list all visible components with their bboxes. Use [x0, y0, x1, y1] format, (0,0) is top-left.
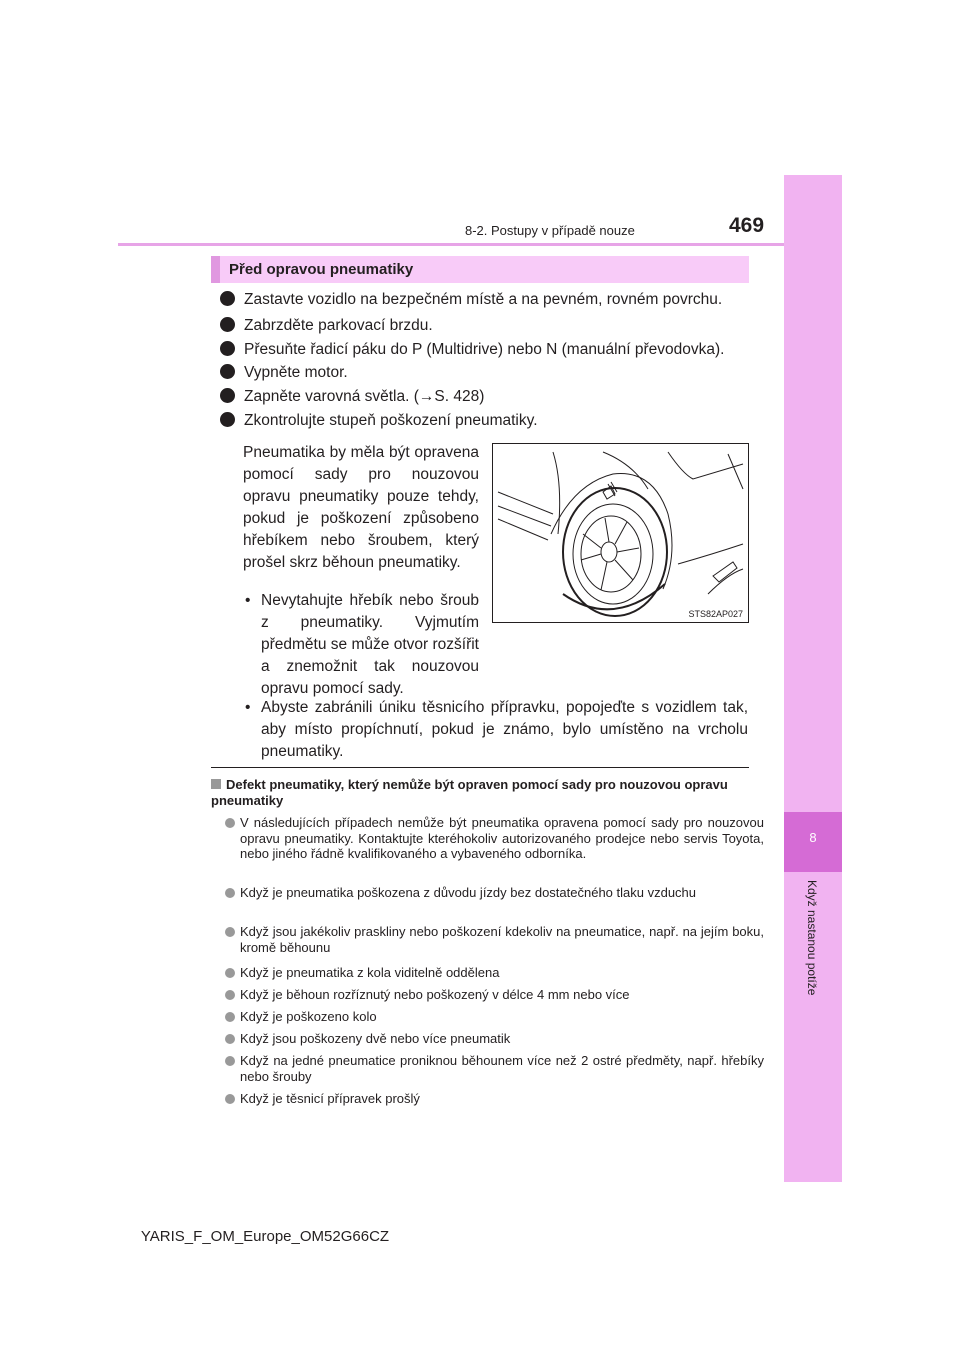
bullet-icon [220, 341, 235, 356]
sub-bullet: • Nevytahujte hřebík nebo šroub z pneumatiky. Vyjmutím předmětu se může otvor rozšířit a znemožnit tak nouzovou opravu pomocí sady. [245, 592, 479, 697]
note-item: Když je běhoun rozříznutý nebo poškozený v délce 4 mm nebo více [225, 987, 764, 1003]
bullet-icon [225, 968, 235, 978]
chapter-number: 8 [809, 830, 817, 845]
bullet-icon [225, 818, 235, 828]
square-bullet-icon [211, 779, 221, 789]
chapter-side-tab [784, 175, 842, 1182]
section-separator [211, 767, 749, 768]
bullet-icon [220, 317, 235, 332]
step-item: Zapněte varovná světla. (→S. 428) [220, 386, 760, 408]
note-heading: Defekt pneumatiky, který nemůže být opraven pomocí sady pro nouzovou opravu pneumatiky [211, 777, 728, 808]
bullet-icon [220, 412, 235, 427]
note-item: Když je pneumatika z kola viditelně oddělena [225, 965, 764, 981]
breadcrumb: 8-2. Postupy v případě nouze [465, 223, 635, 238]
step-item: Zkontrolujte stupeň poškození pneumatiky. [220, 410, 760, 432]
punctured-tire-drawing [493, 444, 748, 622]
header-rule [118, 243, 784, 246]
note-item: Když na jedné pneumatice proniknou běhounem více než 2 ostré předměty, např. hřebíky nebo šrouby [225, 1053, 764, 1084]
section-title-accent [211, 256, 220, 283]
step-item: Zabrzděte parkovací brzdu. [220, 315, 760, 337]
step-item: Přesuňte řadicí páku do P (Multidrive) nebo N (manuální převodovka). [220, 339, 760, 361]
step-item: Vypněte motor. [220, 362, 760, 384]
chapter-title-vertical [801, 880, 821, 1030]
note-item: Když jsou jakékoliv praskliny nebo poškození kdekoliv na pneumatice, např. na jejím boku, kromě běhounu [225, 924, 764, 955]
bullet-icon [225, 1034, 235, 1044]
sub-bullet-icon: • [245, 699, 251, 716]
bullet-icon [225, 888, 235, 898]
footer [0, 1228, 960, 1245]
tire-illustration [492, 443, 749, 623]
note-item: Když je těsnicí přípravek prošlý [225, 1091, 764, 1107]
chapter-title: Když nastanou potíže [805, 880, 819, 996]
bullet-icon [225, 1012, 235, 1022]
damage-paragraph: Pneumatika by měla být opravena pomocí sady pro nouzovou opravu pneumatiky pouze tehdy, pokud je poškození způsobeno hřebíkem nebo šroubem, který prošel skrz běhoun pneumatiky. [243, 444, 479, 571]
note-item: Když jsou poškozeny dvě nebo více pneumatik [225, 1031, 764, 1047]
bullet-icon [225, 990, 235, 1000]
note-item: Když je pneumatika poškozena z důvodu jízdy bez dostatečného tlaku vzduchu [225, 885, 764, 901]
bullet-icon [220, 388, 235, 403]
bullet-icon [225, 1094, 235, 1104]
bullet-icon [225, 927, 235, 937]
bullet-icon [225, 1056, 235, 1066]
illustration-code: STS82AP027 [688, 609, 743, 619]
bullet-icon [220, 291, 235, 306]
sub-bullet-icon: • [245, 592, 251, 609]
step-item: Zastavte vozidlo na bezpečném místě a na pevném, rovném povrchu. [220, 289, 760, 311]
note-item: Když je poškozeno kolo [225, 1009, 764, 1025]
note-item: V následujících případech nemůže být pneumatika opravena pomocí sady pro nouzovou opravu pneumatiky. Kontaktujte kteréhokoliv autorizovaného prodejce nebo servis Toyota, nebo jiného řádně kvalifikovaného a vybaveného odborníka. [225, 815, 764, 862]
sub-bullet: • Abyste zabránili úniku těsnicího přípravku, popojeďte s vozidlem tak, aby místo propíchnutí, pokud je známo, bylo umístěno na vrcholu pneumatiky. [245, 699, 748, 760]
bullet-icon [220, 364, 235, 379]
document-code: YARIS_F_OM_Europe_OM52G66CZ [140, 1228, 390, 1245]
page-number: 469 [729, 214, 765, 237]
section-title: Před opravou pneumatiky [229, 261, 414, 278]
